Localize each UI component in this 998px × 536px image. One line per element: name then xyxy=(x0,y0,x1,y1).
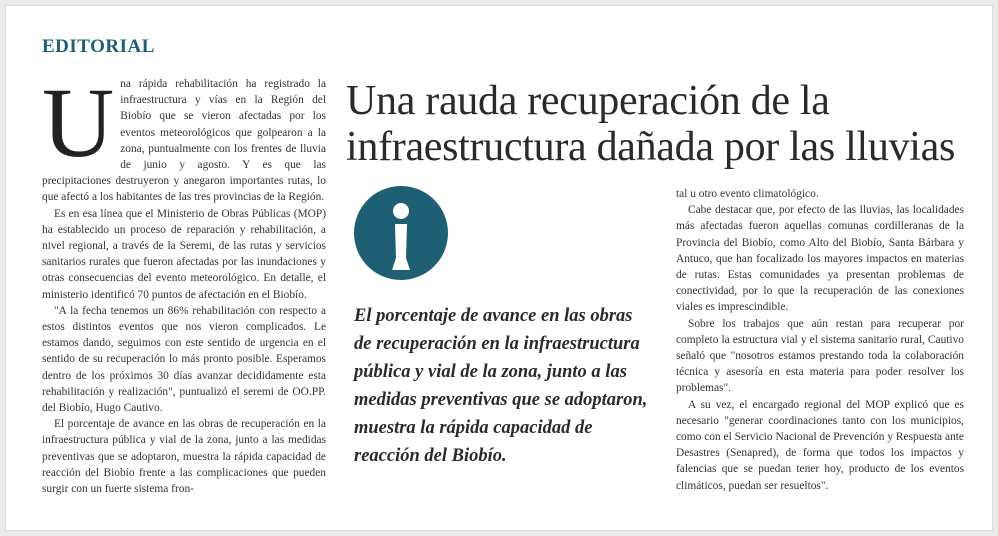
pull-quote: El porcentaje de avance en las obras de recuperación en la infraestructura pública y vial de la zona, junto a las medidas preventivas que se adoptaron, muestra la rápida capacidad de reacción del Biobío. xyxy=(354,306,648,466)
body-paragraph-6: Cabe destacar que, por efecto de las lluvias, las localidades más afectadas fueron aquellas comunas cordilleranas de la Provincia del Biobío, como Alto del Biobío, Santa Bárbara y Antuco, que han focalizado los mayores impactos en materias de rutas. Estas comunidades ya presentan problemas de conectividad, por lo que la recuperación de las conexiones viales es imprescindible. xyxy=(676,204,964,314)
headline: Una rauda recuperación de la infraestructura dañada por las lluvias xyxy=(346,78,956,170)
newspaper-page xyxy=(6,6,992,530)
body-paragraph-1-text: na rápida rehabilitación ha registrado la infraestructura y vías en la Región del Biobío que se vieron afectadas por los eventos meteorológicos que golpearon a la zona, puntualmente con los frentes de lluvia de junio y agosto. Y es que las precipitaciones destruyeron y anegaron importantes rutas, lo que afectó a los habitantes de las tres provincias de la Región. xyxy=(42,78,326,204)
right-column xyxy=(676,186,964,494)
left-column xyxy=(42,67,326,497)
body-paragraph-1 xyxy=(42,67,326,206)
info-icon xyxy=(354,186,448,280)
body-paragraph-3: "A la fecha tenemos un 86% rehabilitación con respecto a estos distintos eventos que nos vieron complicados. Le estamos dando, seguimos con este sentido de urgencia en el sentido de su recuperación lo más pronto posible. Esperamos dentro de los próximos 30 días avanzar decididamente esta rehabilitación y realización", puntualizó el seremi de OO.PP. del Biobío, Hugo Cautivo. xyxy=(42,304,326,415)
body-paragraph-5: tal u otro evento climatológico. xyxy=(676,188,819,200)
body-paragraph-2: Es en esa línea que el Ministerio de Obras Públicas (MOP) ha establecido un proceso de reparación y rehabilitación, a nivel regional, a través de la Seremi, de las rutas y servicios sanitarios rurales que fueron afectadas por las inundaciones y otras consecuencias del evento meteorológico. En detalle, el ministerio identificó 70 puntos de afectación en el Biobío. xyxy=(42,207,326,301)
body-paragraph-8: A su vez, el encargado regional del MOP explicó que es necesario "generar coordinaciones tanto con los municipios, como con el Servicio Nacional de Prevención y Respuesta ante Desastres (Senapred), de forma que todos los impactos y falencias que se puedan tener hoy, producto de los eventos climáticos, puedan ser resueltos". xyxy=(676,398,964,492)
dropcap: U xyxy=(42,67,115,178)
body-paragraph-7: Sobre los trabajos que aún restan para recuperar por completo la estructura vial y el sistema sanitario rural, Cautivo señaló que "nosotros estamos prestando toda la colaboración técnica y asesoría en esta materia para poder resolver los problemas". xyxy=(676,317,964,395)
body-paragraph-4: El porcentaje de avance en las obras de recuperación en la infraestructura pública y vial de la zona, junto a las medidas preventivas que se adoptaron, muestra la rápida capacidad de reacción del Biobío frente a las complicaciones que pueden surgir con un fuerte sistema fron- xyxy=(42,418,326,496)
section-label: EDITORIAL xyxy=(42,36,155,57)
